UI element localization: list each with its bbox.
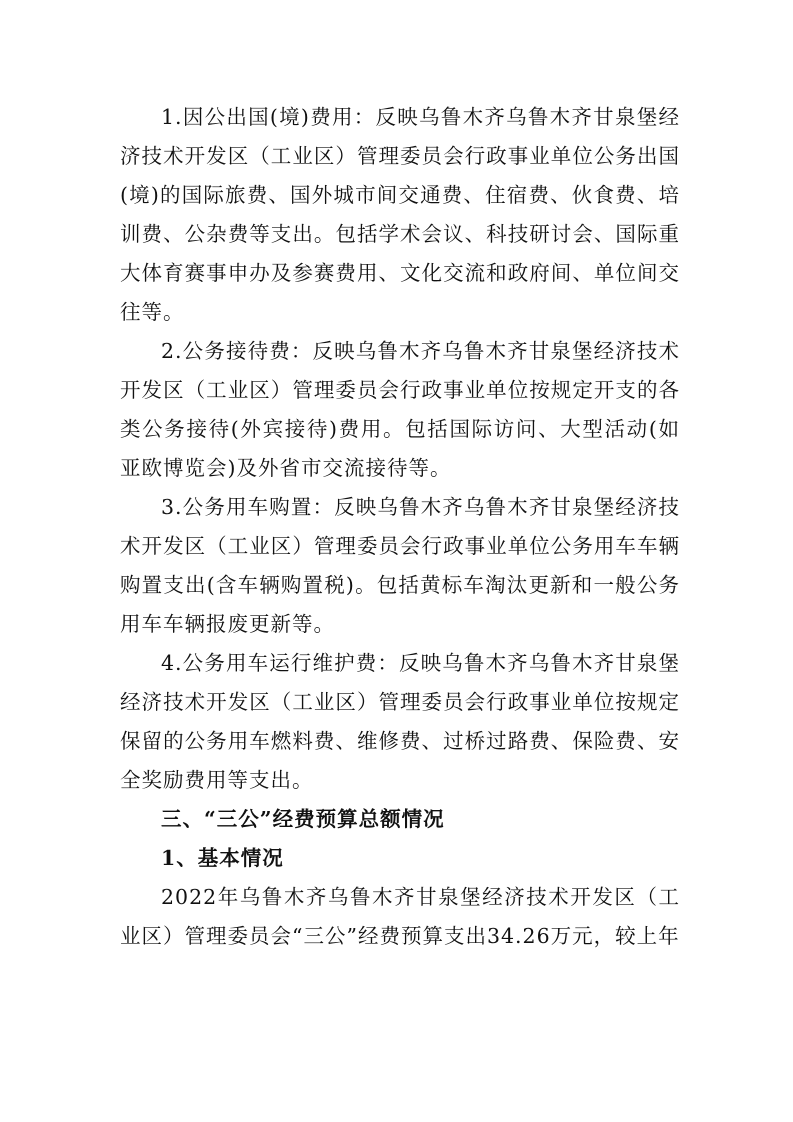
paragraph-budget-summary: 2022年乌鲁木齐乌鲁木齐甘泉堡经济技术开发区（工业区）管理委员会“三公”经费预算支出34.26万元，较上年 (120, 885, 680, 948)
subsection-heading: 1、基本情况 (161, 846, 284, 870)
paragraph-overseas-travel: 1.因公出国(境)费用：反映乌鲁木齐乌鲁木齐甘泉堡经济技术开发区（工业区）管理委员会行政事业单位公务出国(境)的国际旅费、国外城市间交通费、住宿费、伙食费、培训费、公杂费等支出。包括学术会议、科技研讨会、国际重大体育赛事申办及参赛费用、文化交流和政府间、单位间交往等。 (120, 105, 680, 324)
paragraph-official-reception: 2.公务接待费：反映乌鲁木齐乌鲁木齐甘泉堡经济技术开发区（工业区）管理委员会行政事业单位按规定开支的各类公务接待(外宾接待)费用。包括国际访问、大型活动(如亚欧博览会)及外省市交流接待等。 (120, 339, 680, 480)
paragraph-vehicle-purchase: 3.公务用车购置：反映乌鲁木齐乌鲁木齐甘泉堡经济技术开发区（工业区）管理委员会行政事业单位公务用车车辆购置支出(含车辆购置税)。包括黄标车淘汰更新和一般公务用车车辆报废更新等。 (120, 495, 680, 636)
document-body (120, 98, 680, 956)
paragraph-vehicle-maintenance: 4.公务用车运行维护费：反映乌鲁木齐乌鲁木齐甘泉堡经济技术开发区（工业区）管理委员会行政事业单位按规定保留的公务用车燃料费、维修费、过桥过路费、保险费、安全奖励费用等支出。 (120, 651, 680, 792)
section-heading: 三、“三公”经费预算总额情况 (161, 807, 445, 831)
